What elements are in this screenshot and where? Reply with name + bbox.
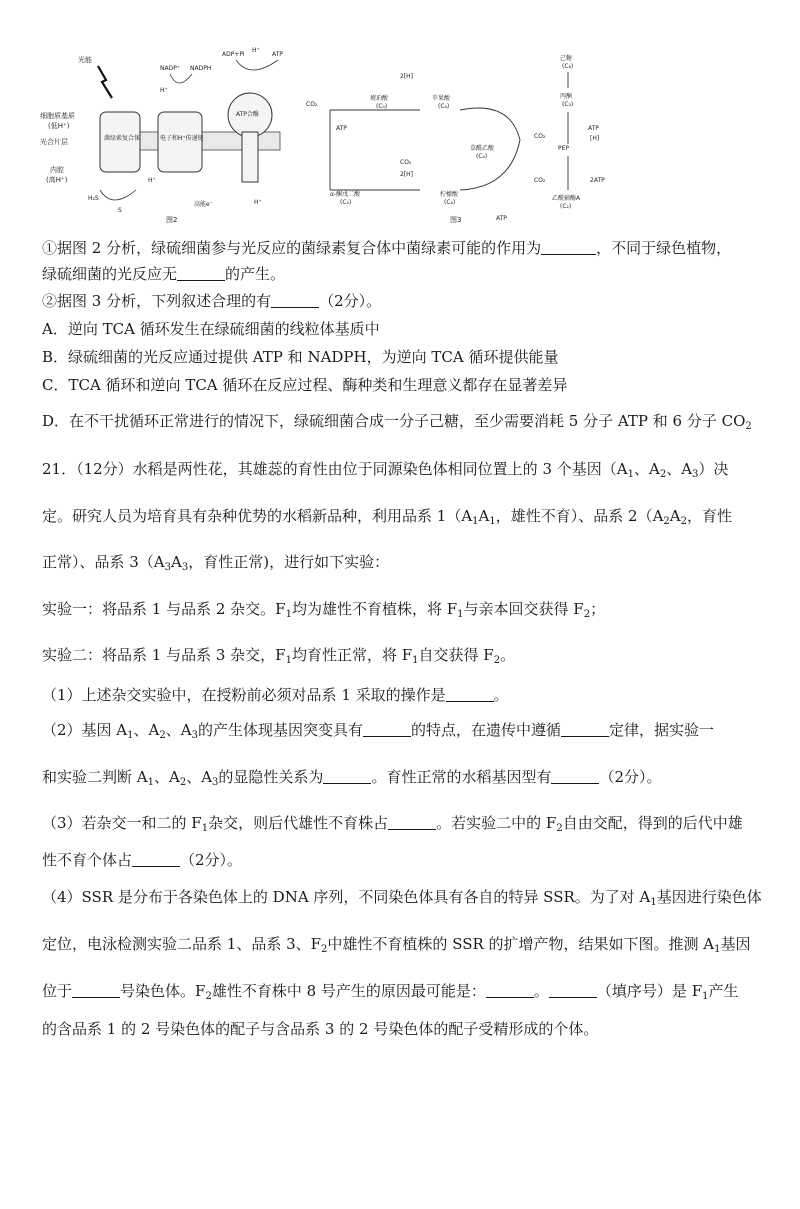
label-2h-a: 2[H] xyxy=(400,73,414,80)
label-complex1: 菌绿素复合体 xyxy=(104,135,141,142)
label-co2-a: CO₂ xyxy=(306,101,318,108)
label-h-c: [H] xyxy=(590,135,600,142)
label-high-e: 高能e⁻ xyxy=(194,201,213,208)
label-adp: ADP+Pi xyxy=(222,51,245,58)
option-d: D．在不干扰循环正常进行的情况下，绿硫细菌合成一分子己糖，至少需要消耗 5 分子 ATP 和 6 分子 $CO_2$ xyxy=(42,412,752,432)
label-c4-c: (C₄) xyxy=(476,153,488,160)
label-pyruvate: 丙酮 xyxy=(560,93,573,100)
option-a: A．逆向 TCA 循环发生在绿硫细菌的线粒体基质中 xyxy=(42,320,380,338)
figure-diagrams xyxy=(40,40,780,230)
q21-line2: 定。研究人员为培育具有杂种优势的水稻新品种，利用品系 $1(A_1A_1$，雄性不育）、品系 $2(A_2A_2$，育性 xyxy=(42,507,733,527)
part-3-line1: （3）若杂交一和二的 $F_1$杂交，则后代雄性不育株占 。若实验二中的 $F_2$自由交配，得到的后代中雄 xyxy=(42,814,743,834)
experiment-1: 实验一：将品系 1 与品系 2 杂交。$F_1$均为雄性不育植株，将 $F_1$与亲本回交获得 $F_2$； xyxy=(42,600,606,620)
blank-3[interactable] xyxy=(271,293,319,308)
blank-6[interactable] xyxy=(561,722,609,737)
q21-line3: 正常）、品系 $3(A_3A_3$，育性正常)，进行如下实验： xyxy=(42,553,390,573)
label-atp-synthase: ATP合酶 xyxy=(236,111,259,118)
label-s: S xyxy=(118,207,122,214)
label-hexose: 己糖 xyxy=(560,55,573,62)
label-co2-d: CO₂ xyxy=(534,177,546,184)
label-lumen-sub: (高H⁺) xyxy=(46,176,68,184)
blank-9[interactable] xyxy=(388,815,436,830)
label-cytoplasm-sub: (低H⁺) xyxy=(48,122,70,130)
label-atp2: ATP xyxy=(272,51,283,58)
label-atp-b: ATP xyxy=(496,215,507,222)
blank-11[interactable] xyxy=(72,983,120,998)
blank-7[interactable] xyxy=(323,769,371,784)
atp-synthase-stalk xyxy=(242,132,258,182)
arrow-atp xyxy=(236,60,278,70)
blank-12[interactable] xyxy=(486,983,534,998)
blank-10[interactable] xyxy=(132,852,180,867)
complex-1 xyxy=(100,112,140,172)
option-b: B．绿硫细菌的光反应通过提供 ATP 和 NADPH，为逆向 TCA 循环提供能量 xyxy=(42,348,559,366)
cycle-left xyxy=(330,110,420,190)
q1-line1: ①据图 2 分析，绿硫细菌参与光反应的菌绿素复合体中菌绿素可能的作用为 ，不同于绿色植物， xyxy=(42,239,732,257)
part-2-line1: （2）基因 $A_1$、$A_2$、$A_3$的产生体现基因突变具有 的特点，在遗传中遵循 定律，据实验一 xyxy=(42,721,715,741)
label-nadph: NADPH xyxy=(190,65,212,72)
label-atp-a: ATP xyxy=(336,125,347,132)
label-atp-c: ATP xyxy=(588,125,599,132)
part-4-line1: （4）SSR 是分布于各染色体上的 DNA 序列，不同染色体具有各自的特异 SSR。为了对 $A_1$基因进行染色体 xyxy=(42,888,762,908)
label-c6-a: (C₆) xyxy=(444,199,456,206)
label-citrate: 柠檬酸 xyxy=(440,191,459,198)
blank-2[interactable] xyxy=(177,266,225,281)
label-malate: 苹果酸 xyxy=(432,95,451,102)
part-3-line2: 性不育个体占 （2分）。 xyxy=(42,851,243,869)
caption-fig2: 图2 xyxy=(166,216,178,224)
label-acetylcoa: 乙酰辅酶A xyxy=(552,195,581,202)
arrow-h2s xyxy=(100,190,136,200)
label-2atp: 2ATP xyxy=(590,177,605,184)
experiment-2: 实验二：将品系 1 与品系 3 杂交，$F_1$均育性正常，将 $F_1$自交获得 $F_2$。 xyxy=(42,646,516,666)
label-h4: H⁺ xyxy=(254,199,262,206)
label-pep: PEP xyxy=(558,145,570,152)
label-c3-a: (C₃) xyxy=(562,101,574,108)
part-2-line2: 和实验二判断 $A_1$、$A_2$、$A_3$的显隐性关系为 。育性正常的水稻基因型有 （2分）。 xyxy=(42,768,662,788)
label-h2: H⁺ xyxy=(252,47,260,54)
figure-3 xyxy=(306,54,605,224)
figure-2 xyxy=(40,47,283,224)
blank-13[interactable] xyxy=(549,983,597,998)
label-nadp: NADP⁺ xyxy=(160,65,180,72)
label-h3: H⁺ xyxy=(148,177,156,184)
caption-fig3: 图3 xyxy=(450,216,462,224)
label-2h-b: 2[H] xyxy=(400,171,414,178)
lightning-icon xyxy=(98,66,112,98)
label-ketoglutarate: α-酮戊二酸 xyxy=(330,191,361,198)
label-c2: (C₂) xyxy=(560,203,572,210)
part-4-line3: 位于 号染色体。$F_2$雄性不育株中 8 号产生的原因最可能是： 。 （填序号）是 $F_1$产生 xyxy=(42,982,739,1002)
label-complex2: 电子和H⁺传递链 xyxy=(160,135,204,142)
q21-line1: 21．（12分）水稻是两性花，其雄蕊的育性由位于同源染色体相同位置上的 3 个基因（$A_1$、$A_2$、$A_3$）决 xyxy=(42,460,729,480)
label-succinate: 琥珀酸 xyxy=(370,95,389,102)
label-c4-a: (C₄) xyxy=(376,103,388,110)
blank-8[interactable] xyxy=(551,769,599,784)
label-c5: (C₅) xyxy=(340,199,352,206)
part-4-line2: 定位，电泳检测实验二品系 1、品系 3、$F_2$中雄性不育植株的 SSR 的扩增产物，结果如下图。推测 $A_1$基因 xyxy=(42,935,751,955)
complex-2 xyxy=(158,112,202,172)
blank-5[interactable] xyxy=(363,722,411,737)
label-h1: H⁺ xyxy=(160,87,168,94)
label-h2s: H₂S xyxy=(88,195,99,202)
part-4-line4: 的含品系 1 的 2 号染色体的配子与含品系 3 的 2 号染色体的配子受精形成的个体。 xyxy=(42,1020,599,1038)
label-light: 光能 xyxy=(78,56,92,64)
option-c: C．TCA 循环和逆向 TCA 循环在反应过程、酶种类和生理意义都存在显著差异 xyxy=(42,376,568,394)
label-cytoplasm: 细胞质基质 xyxy=(40,112,75,120)
blank-1[interactable] xyxy=(541,240,596,255)
q2-stem: ②据图 3 分析，下列叙述合理的有 （2分）。 xyxy=(42,292,382,310)
q1-line2: 绿硫细菌的光反应无 的产生。 xyxy=(42,265,286,283)
label-lamella: 光合片层 xyxy=(40,138,68,146)
label-co2-c: CO₂ xyxy=(534,133,546,140)
label-oxaloacetate: 草酰乙酸 xyxy=(470,145,495,152)
blank-4[interactable] xyxy=(446,687,494,702)
label-c4-b: (C₄) xyxy=(438,103,450,110)
part-1: （1）上述杂交实验中，在授粉前必须对品系 1 采取的操作是 。 xyxy=(42,686,509,704)
label-co2-b: CO₂ xyxy=(400,159,412,166)
label-c6-b: (C₆) xyxy=(562,63,574,70)
arrow-nadp xyxy=(170,74,192,83)
label-lumen: 内腔 xyxy=(50,166,64,174)
